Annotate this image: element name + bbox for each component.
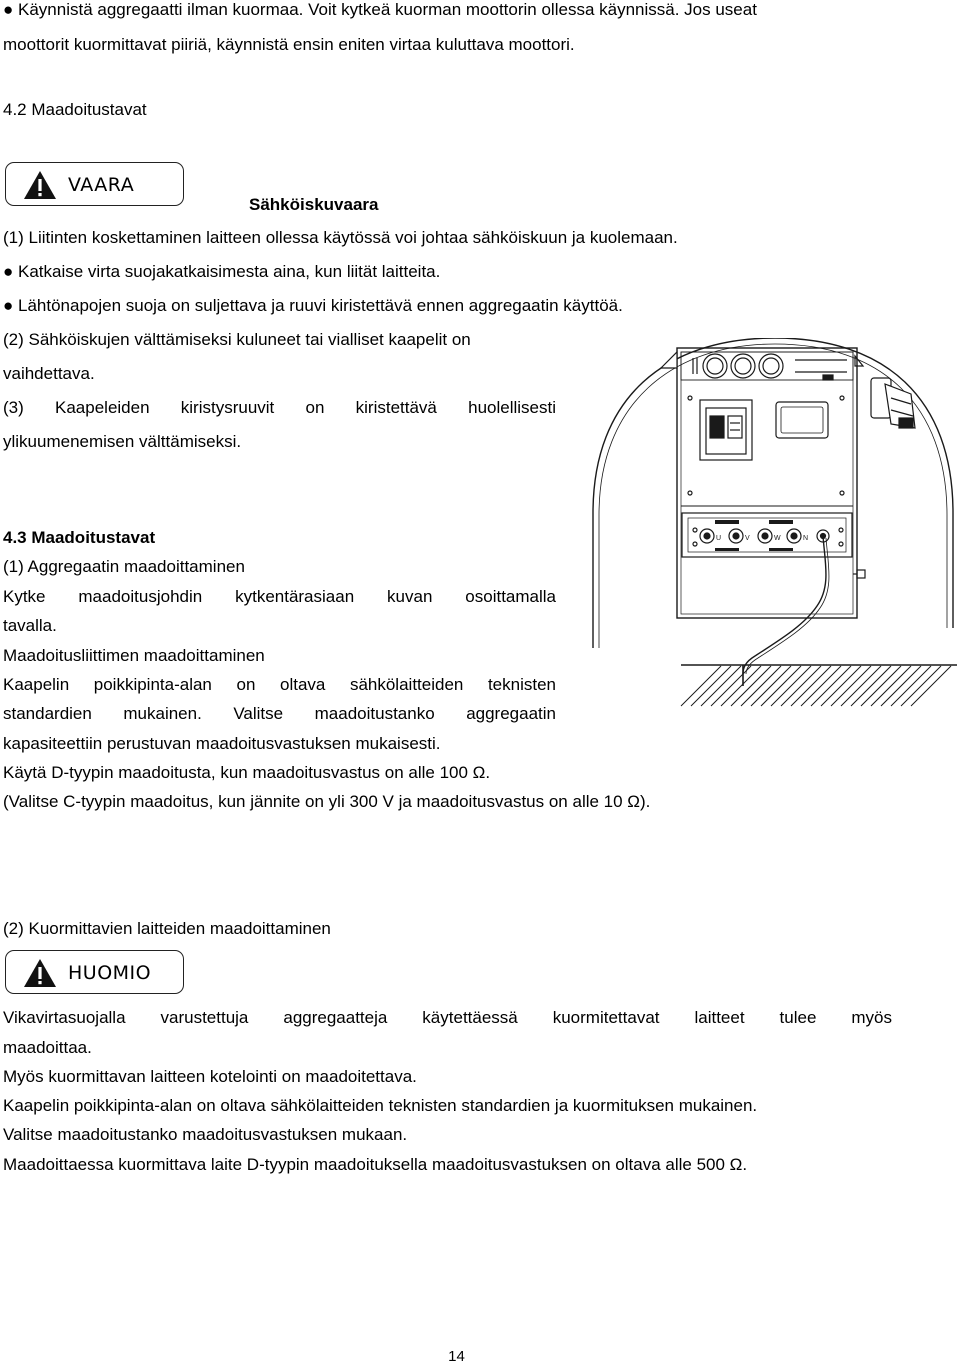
section-4-3-sub-2: Maadoitusliittimen maadoittaminen <box>3 646 265 665</box>
section-4-3-heading: 4.3 Maadoitustavat <box>3 528 156 547</box>
warning-bullet-2: ● Lähtönapojen suoja on suljettava ja ruuvi kiristettävä ennen aggregaatin käyttöä. <box>3 296 623 315</box>
section-4-3-text-1-line-2: tavalla. <box>3 616 57 635</box>
section-2-line-5: Valitse maadoitustanko maadoitusvastuksen mukaan. <box>3 1125 408 1144</box>
terminal-label-v: V <box>745 535 750 542</box>
intro-bullet-line-1: ● Käynnistä aggregaatti ilman kuormaa. Voit kytkeä kuorman moottorin ollessa käynnissä. Jos useat <box>3 0 757 19</box>
warning-item-3-line-1: (3) Kaapeleiden kiristysruuvit on kiristettävä huolellisesti <box>3 398 556 417</box>
section-2-line-3: Myös kuormittavan laitteen kotelointi on maadoitettava. <box>3 1067 417 1086</box>
warning-item-1: (1) Liitinten koskettaminen laitteen ollessa käytössä voi johtaa sähköiskuun ja kuolemaan. <box>3 228 678 247</box>
caution-label: HUOMIO <box>68 962 152 984</box>
warning-label: VAARA <box>68 174 135 196</box>
terminal-label-u: U <box>716 535 722 542</box>
warning-item-3-line-2: ylikuumenemisen välttämiseksi. <box>3 432 242 451</box>
section-2-line-4: Kaapelin poikkipinta-alan on oltava sähkölaitteiden teknisten standardien ja kuormituksen mukainen. <box>3 1096 758 1115</box>
warning-triangle-icon <box>23 170 57 200</box>
section-4-3-text-4: (Valitse C-tyypin maadoitus, kun jännite on yli 300 V ja maadoitusvastus on alle 10 Ω). <box>3 792 651 811</box>
section-4-3-text-2-line-3: kapasiteettiin perustuvan maadoitusvastuksen mukaisesti. <box>3 734 441 753</box>
section-4-3-text-3: Käytä D-tyypin maadoitusta, kun maadoitusvastus on alle 100 Ω. <box>3 763 491 782</box>
warning-item-2-line-1: (2) Sähköiskujen välttämiseksi kuluneet tai vialliset kaapelit on <box>3 330 471 349</box>
section-4-3-text-2-line-2: standardien mukainen. Valitse maadoitustanko aggregaatin <box>3 704 556 723</box>
intro-bullet-line-2: moottorit kuormittavat piiriä, käynnistä ensin eniten virtaa kuluttava moottori. <box>3 35 575 54</box>
terminal-label-n: N <box>803 535 809 542</box>
section-4-3-text-2-line-1: Kaapelin poikkipinta-alan on oltava sähkölaitteiden teknisten <box>3 675 556 694</box>
grounding-diagram <box>585 338 957 716</box>
warning-box-vaara <box>5 162 184 206</box>
page-number: 14 <box>448 1348 465 1365</box>
section-2-line-2: maadoittaa. <box>3 1038 92 1057</box>
section-2-heading: (2) Kuormittavien laitteiden maadoittaminen <box>3 919 331 938</box>
warning-item-2-line-2: vaihdettava. <box>3 364 95 383</box>
section-4-2-heading: 4.2 Maadoitustavat <box>3 100 147 119</box>
warning-triangle-icon <box>23 958 57 988</box>
section-2-line-6: Maadoittaessa kuormittava laite D-tyypin maadoituksella maadoitusvastuksen on oltava alle 500 Ω. <box>3 1155 748 1174</box>
warning-title: Sähköiskuvaara <box>249 195 379 214</box>
terminal-label-w: W <box>774 535 781 542</box>
socket-icon <box>703 354 783 378</box>
section-4-3-text-1-line-1: Kytke maadoitusjohdin kytkentärasiaan kuvan osoittamalla <box>3 587 556 606</box>
warning-bullet-1: ● Katkaise virta suojakatkaisimesta aina, kun liität laitteita. <box>3 262 441 281</box>
ground-hatching <box>681 666 951 706</box>
caution-box-huomio <box>5 950 184 994</box>
section-2-line-1: Vikavirtasuojalla varustettuja aggregaatteja käytettäessä kuormitettavat laitteet tulee myös <box>3 1008 892 1027</box>
section-4-3-sub-1: (1) Aggregaatin maadoittaminen <box>3 557 245 576</box>
